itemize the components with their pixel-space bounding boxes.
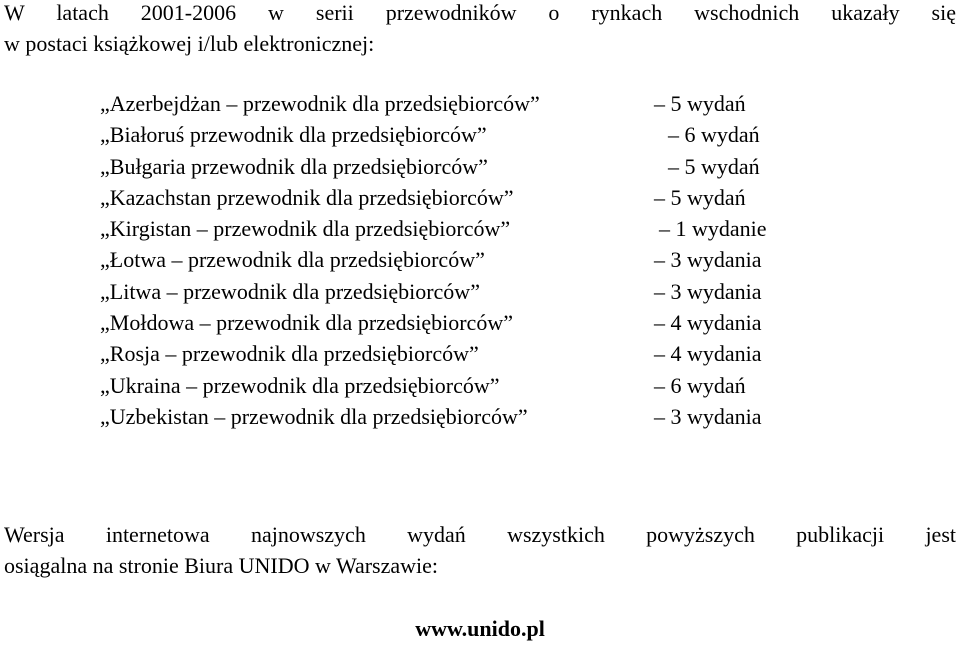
intro-line-1: W latach 2001-2006 w serii przewodników o rynkach wschodnich ukazały się	[4, 0, 956, 25]
outro-line-2: osiągalna na stronie Biura UNIDO w Warszawie:	[4, 553, 439, 578]
guide-title: „Litwa – przewodnik dla przedsiębiorców”	[100, 278, 480, 304]
intro-line-2: w postaci książkowej i/lub elektronicznej:	[4, 31, 375, 56]
unido-website-link[interactable]: www.unido.pl	[415, 616, 545, 641]
guide-edition-count: – 5 wydań	[654, 91, 746, 116]
guide-edition-count: – 5 wydań	[654, 184, 746, 210]
guide-title: „Kazachstan przewodnik dla przedsiębiorców”	[100, 184, 514, 210]
intro-paragraph	[4, 0, 956, 59]
outro-paragraph	[4, 519, 956, 581]
guide-edition-count: – 6 wydań	[654, 372, 746, 398]
guide-title: „Ukraina – przewodnik dla przedsiębiorców”	[100, 372, 500, 398]
guide-title: „Uzbekistan – przewodnik dla przedsiębiorców”	[100, 403, 528, 429]
guide-title: „Białoruś przewodnik dla przedsiębiorców”	[100, 122, 487, 148]
guide-edition-count: – 3 wydania	[654, 403, 762, 429]
guide-item-bialorus	[100, 119, 820, 150]
guide-title: „Azerbejdżan – przewodnik dla przedsiębiorców”	[100, 91, 540, 116]
guide-edition-count: – 4 wydania	[654, 341, 762, 367]
guide-item-rosja	[100, 338, 820, 369]
guide-item-ukraina	[100, 370, 820, 401]
guide-item-kazachstan	[100, 182, 820, 213]
guide-title: „Łotwa – przewodnik dla przedsiębiorców”	[100, 247, 485, 273]
guide-item-litwa	[100, 276, 820, 307]
guide-edition-count: – 4 wydania	[654, 310, 762, 336]
guide-title: „Rosja – przewodnik dla przedsiębiorców”	[100, 341, 479, 367]
guide-item-azerbejdzan	[100, 88, 820, 119]
guide-title: „Mołdowa – przewodnik dla przedsiębiorców”	[100, 310, 513, 336]
guide-list	[100, 88, 820, 432]
guide-item-lotwa	[100, 244, 820, 275]
guide-title: „Kirgistan – przewodnik dla przedsiębiorców”	[100, 216, 511, 242]
guide-edition-count: – 1 wydanie	[659, 216, 767, 242]
outro-line-1: Wersja internetowa najnowszych wydań wszystkich powyższych publikacji jest	[4, 522, 956, 547]
guide-title: „Bułgaria przewodnik dla przedsiębiorców”	[100, 153, 488, 179]
guide-edition-count: – 6 wydań	[668, 122, 760, 148]
guide-item-kirgistan	[100, 213, 820, 244]
guide-item-uzbekistan	[100, 401, 820, 432]
guide-item-moldowa	[100, 307, 820, 338]
guide-item-bulgaria	[100, 151, 820, 182]
guide-edition-count: – 3 wydania	[654, 278, 762, 304]
guide-edition-count: – 5 wydań	[668, 153, 760, 179]
guide-edition-count: – 3 wydania	[654, 247, 762, 273]
